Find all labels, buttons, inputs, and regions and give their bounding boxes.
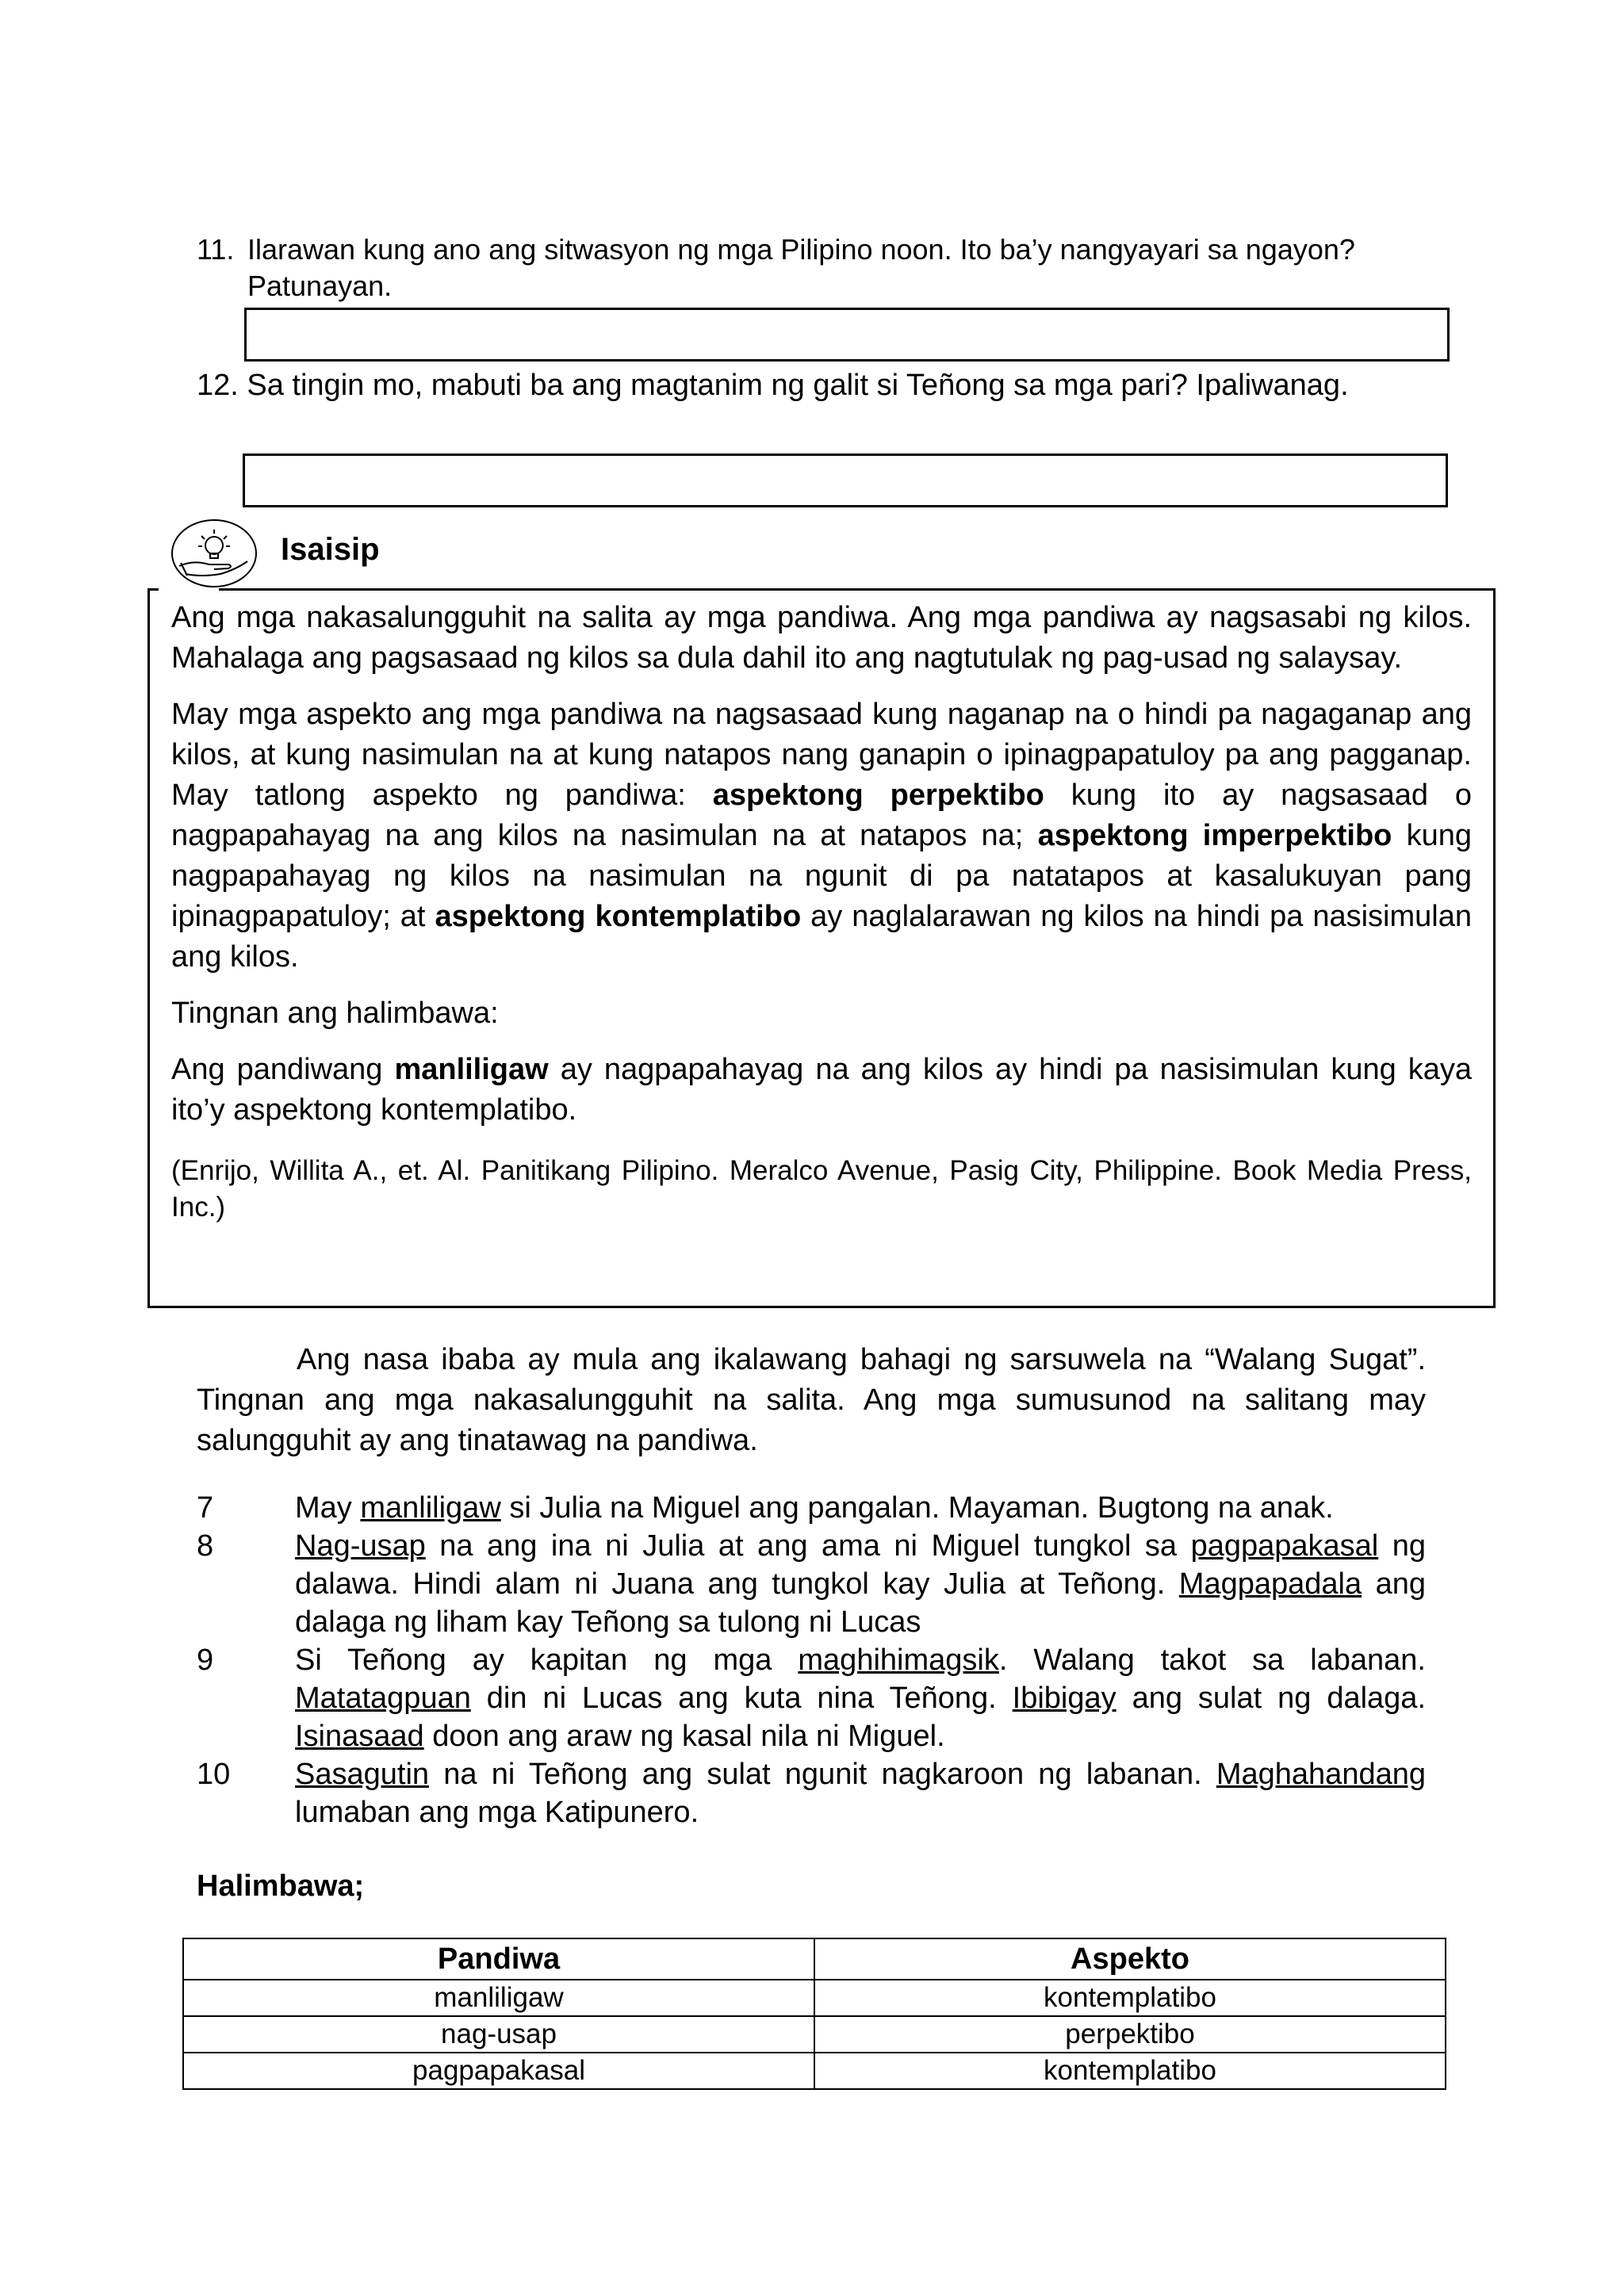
list-item bbox=[197, 1641, 1426, 1755]
text-segment: ang sulat ng dalaga. bbox=[1116, 1682, 1426, 1715]
underlined-verb: manliligaw bbox=[360, 1491, 501, 1525]
text-segment: Si Teñong ay kapitan ng mga bbox=[295, 1644, 799, 1677]
term-perpektibo: aspektong perpektibo bbox=[712, 779, 1044, 812]
text-segment: Ang pandiwang bbox=[171, 1053, 395, 1086]
text-segment: kung nagpapahayag ng kilos na nasimulan na ngunit di pa natatapos at kasalukuyan pang ipinagpapatuloy; at bbox=[171, 819, 1472, 933]
text-segment: lumaban ang mga Katipunero. bbox=[295, 1796, 699, 1829]
underlined-verb: Nag-usap bbox=[295, 1529, 426, 1563]
underlined-verb: maghihimagsik bbox=[798, 1644, 999, 1677]
underlined-verb: Isinasaad bbox=[295, 1720, 424, 1753]
paragraph-aspects bbox=[171, 695, 1472, 978]
paragraph: Tingnan ang halimbawa: bbox=[171, 997, 499, 1030]
table-cell: nag-usap bbox=[183, 2016, 814, 2053]
question-11 bbox=[197, 232, 1450, 304]
paragraph-example bbox=[171, 1050, 1472, 1131]
answer-box-12[interactable] bbox=[243, 453, 1448, 507]
column-header-aspekto: Aspekto bbox=[814, 1938, 1446, 1980]
item-number: 9 bbox=[197, 1644, 214, 1677]
text-segment: ng dalawa. Hindi alam ni Juana ang tungkol kay Julia at Teñong. bbox=[295, 1529, 1427, 1601]
table-row bbox=[183, 1980, 1446, 2016]
underlined-verb: pagpapakasal bbox=[1190, 1529, 1379, 1563]
answer-box-11[interactable] bbox=[244, 308, 1450, 362]
text-segment: din ni Lucas ang kuta nina Teñong. bbox=[470, 1682, 1013, 1715]
table-row bbox=[183, 2016, 1446, 2053]
question-text-cont: Patunayan. bbox=[247, 270, 393, 302]
text-segment: na ni Teñong ang sulat ngunit nagkaroon ng labanan. bbox=[429, 1758, 1216, 1791]
text-segment: May bbox=[295, 1491, 361, 1525]
text-segment: kung ito ay nagsasaad o nagpapahayag na ang kilos na nasimulan na at natapos na; bbox=[171, 779, 1473, 852]
term-imperpektibo: aspektong imperpektibo bbox=[1037, 819, 1392, 852]
question-12: 12. Sa tingin mo, mabuti ba ang magtanim ng galit si Teñong sa mga pari? Ipaliwanag. bbox=[197, 369, 1349, 402]
table-header-row bbox=[183, 1938, 1446, 1980]
table-cell: kontemplatibo bbox=[814, 2053, 1446, 2089]
underlined-verb: Matatagpuan bbox=[295, 1682, 471, 1715]
list-item bbox=[197, 1755, 1426, 1831]
question-text: Ilarawan kung ano ang sitwasyon ng mga Pilipino noon. Ito ba’y nangyayari sa ngayon? bbox=[247, 233, 1355, 266]
item-text bbox=[295, 1641, 1426, 1755]
term-manliligaw: manliligaw bbox=[394, 1053, 549, 1086]
item-text bbox=[295, 1755, 1426, 1831]
lightbulb-hand-icon bbox=[170, 517, 259, 590]
text-segment: . Walang takot sa labanan. bbox=[998, 1644, 1426, 1677]
question-number: 11. bbox=[197, 233, 235, 266]
item-number: 8 bbox=[197, 1529, 214, 1563]
column-header-pandiwa: Pandiwa bbox=[183, 1938, 814, 1980]
isaisip-content bbox=[171, 598, 1472, 1242]
underlined-verb: Maghahandang bbox=[1216, 1758, 1426, 1791]
table-cell: pagpapakasal bbox=[183, 2053, 814, 2089]
text-segment: ay nagpapahayag na ang kilos ay hindi pa nasisimulan kung kaya ito’y aspektong kontemplatibo. bbox=[171, 1053, 1472, 1127]
item-number: 10 bbox=[197, 1758, 231, 1791]
section-title: Isaisip bbox=[281, 532, 380, 567]
text-segment: doon ang araw ng kasal nila ni Miguel. bbox=[423, 1720, 945, 1753]
table-cell: manliligaw bbox=[183, 1980, 814, 2016]
text-segment: May mga aspekto ang mga pandiwa na nagsasaad kung naganap na o hindi pa nagaganap ang kilos, at kung nasimulan na at kung natapos nang ganapin o ipinagpapatuloy pa ang pagganap. May tatlong aspekto ng pandiwa: bbox=[171, 698, 1472, 812]
citation: (Enrijo, Willita A., et. Al. Panitikang Pilipino. Meralco Avenue, Pasig City, Philippine. Book Media Press, Inc.) bbox=[171, 1155, 1472, 1223]
table-cell: perpektibo bbox=[814, 2016, 1446, 2053]
text-segment: ang dalaga ng liham kay Teñong sa tulong ni Lucas bbox=[295, 1567, 1426, 1639]
term-kontemplatibo: aspektong kontemplatibo bbox=[435, 900, 802, 933]
list-item bbox=[197, 1489, 1426, 1527]
item-text bbox=[295, 1489, 1426, 1527]
item-number: 7 bbox=[197, 1491, 214, 1525]
text-segment: ay naglalarawan ng kilos na hindi pa nasisimulan ang kilos. bbox=[171, 900, 1472, 974]
paragraph: Ang mga nakasalungguhit na salita ay mga pandiwa. Ang mga pandiwa ay nagsasabi ng kilos. Mahalaga ang pagsasaad ng kilos sa dula dahil ito ang nagtutulak ng pag-usad ng salaysay. bbox=[171, 601, 1472, 675]
text-segment: si Julia na Miguel ang pangalan. Mayaman. Bugtong na anak. bbox=[500, 1491, 1334, 1525]
list-item bbox=[197, 1527, 1426, 1641]
underlined-verb: Magpapadala bbox=[1178, 1567, 1362, 1601]
table-cell: kontemplatibo bbox=[814, 1980, 1446, 2016]
example-table bbox=[182, 1938, 1446, 2090]
example-heading: Halimbawa; bbox=[197, 1869, 365, 1903]
table-row bbox=[183, 2053, 1446, 2089]
underlined-verb: Sasagutin bbox=[295, 1758, 430, 1791]
text-segment: na ang ina ni Julia at ang ama ni Miguel tungkol sa bbox=[425, 1529, 1191, 1563]
numbered-list bbox=[197, 1489, 1426, 1831]
item-text bbox=[295, 1527, 1426, 1641]
intro-paragraph: Ang nasa ibaba ay mula ang ikalawang bahagi ng sarsuwela na “Walang Sugat”. Tingnan ang mga nakasalungguhit na salita. Ang mga sumusunod na salitang may salungguhit ay ang tinatawag na pandiwa. bbox=[197, 1343, 1426, 1457]
underlined-verb: Ibibigay bbox=[1012, 1682, 1116, 1715]
